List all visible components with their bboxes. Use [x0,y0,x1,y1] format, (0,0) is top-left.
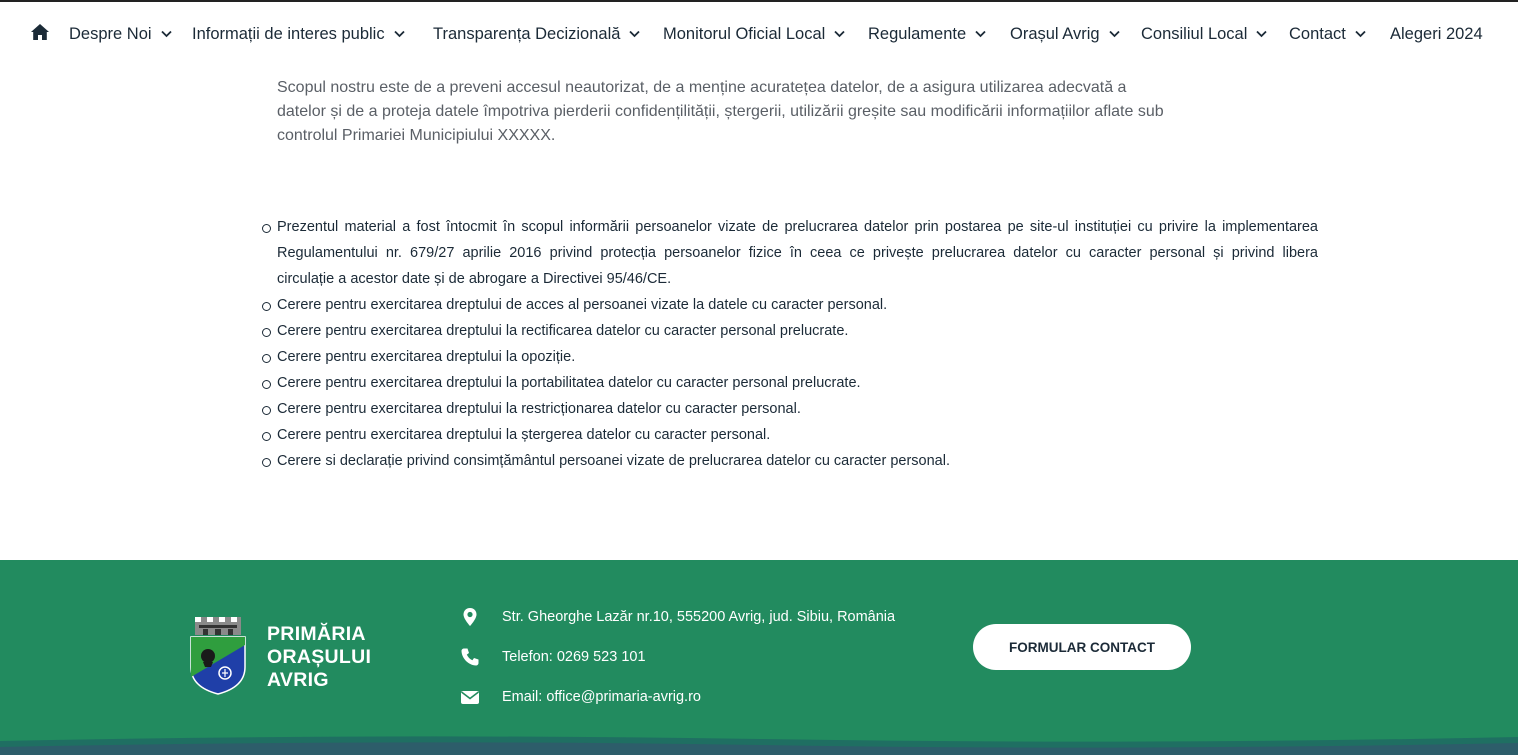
footer-phone[interactable] [460,646,646,668]
list-item[interactable]: Cerere pentru exercitarea dreptului la restricționarea datelor cu caracter personal. [262,396,1318,422]
nav-item-consiliul-local[interactable] [1141,23,1267,45]
intro-line: Scopul nostru este de a preveni accesul neautorizat, de a menține acuratețea datelor, de a asigura utilizarea adecvată a [277,79,1127,96]
brand-line: ORAȘULUI [267,646,372,668]
gdpr-documents-list [262,214,1318,474]
chevron-down-icon [629,30,640,38]
email-text: Email: office@primaria-avrig.ro [502,689,701,705]
phone-icon [460,647,480,667]
list-item-line: circulație a acestor date și de abrogare a Directivei 95/46/CE. [277,271,672,287]
footer-address [460,606,895,628]
chevron-down-icon [834,30,845,38]
nav-item-informatii[interactable] [192,23,405,45]
intro-line: controlul Primariei Municipiului XXXXX. [277,127,556,144]
chevron-down-icon [394,30,405,38]
nav-item-orasul-avrig[interactable] [1010,23,1120,45]
nav-item-label: Contact [1289,24,1346,43]
chevron-down-icon [1256,30,1267,38]
chevron-down-icon [1355,30,1366,38]
nav-item-label: Orașul Avrig [1010,24,1100,43]
list-item[interactable]: Cerere pentru exercitarea dreptului de acces al persoanei vizate la datele cu caracter personal. [262,292,1318,318]
phone-text: Telefon: 0269 523 101 [502,649,646,665]
nav-item-contact[interactable] [1289,23,1366,45]
list-item[interactable] [262,214,1318,292]
main-navigation [0,0,1518,62]
envelope-icon [460,687,480,707]
nav-item-alegeri-2024[interactable] [1390,23,1483,45]
chevron-down-icon [161,30,172,38]
nav-item-label: Consiliul Local [1141,24,1248,43]
nav-item-label: Regulamente [868,24,967,43]
list-item[interactable]: Cerere pentru exercitarea dreptului la ștergerea datelor cu caracter personal. [262,422,1318,448]
footer-brand [267,623,371,692]
intro-paragraph [277,76,1237,148]
list-item-line: Regulamentului nr. 679/27 aprilie 2016 privind protecția persoanelor fizice în ceea ce privește prelucrarea datelor cu caracter personal și privind libera [277,245,1318,261]
nav-item-despre-noi[interactable] [69,23,172,45]
nav-item-label: Monitorul Oficial Local [663,24,826,43]
list-item[interactable]: Cerere pentru exercitarea dreptului la opoziție. [262,344,1318,370]
coat-of-arms-icon [189,615,247,695]
brand-line: PRIMĂRIA [267,623,366,645]
footer-email[interactable] [460,686,701,708]
nav-item-monitorul[interactable] [663,23,845,45]
nav-item-transparenta[interactable] [433,23,640,45]
chevron-down-icon [1109,30,1120,38]
list-item[interactable]: Cerere pentru exercitarea dreptului la portabilitatea datelor cu caracter personal prelucrate. [262,370,1318,396]
nav-item-label: Alegeri 2024 [1390,24,1483,43]
nav-item-regulamente[interactable] [868,23,986,45]
intro-line: datelor și de a proteja datele împotriva pierderii confidențilității, ștergerii, utilizării greșite sau modificării informațiilor aflate sub [277,103,1164,120]
footer-wave-decoration [0,731,1518,755]
nav-item-label: Despre Noi [69,24,152,43]
home-icon[interactable] [30,23,50,41]
list-item[interactable]: Cerere si declarație privind consimțământul persoanei vizate de prelucrarea datelor cu caracter personal. [262,448,1318,474]
map-marker-icon [460,607,480,627]
site-footer [0,560,1518,755]
address-text: Str. Gheorghe Lazăr nr.10, 555200 Avrig, jud. Sibiu, România [502,609,896,625]
list-item-line: Prezentul material a fost întocmit în scopul informării persoanelor vizate de prelucrarea datelor prin postarea pe site-ul instituției cu privire la implementarea [277,219,1318,235]
chevron-down-icon [975,30,986,38]
list-item[interactable]: Cerere pentru exercitarea dreptului la rectificarea datelor cu caracter personal prelucrate. [262,318,1318,344]
nav-item-label: Informații de interes public [192,24,385,43]
nav-item-label: Transparența Decizională [433,24,621,43]
contact-form-button[interactable]: FORMULAR CONTACT [973,624,1191,670]
brand-line: AVRIG [267,669,329,691]
